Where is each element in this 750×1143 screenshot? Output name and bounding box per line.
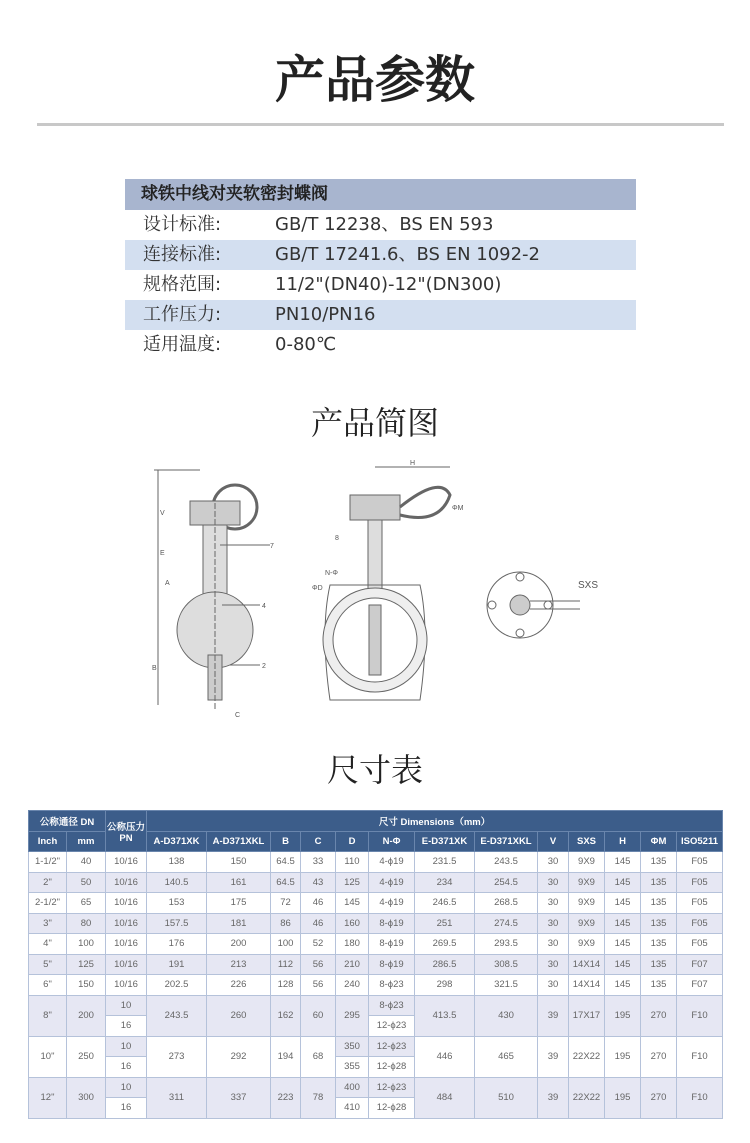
table-cell: F10 bbox=[677, 1077, 723, 1118]
table-cell: 39 bbox=[538, 1077, 569, 1118]
valve-drawing bbox=[140, 455, 610, 725]
table-cell: 10/16 bbox=[106, 934, 147, 955]
table-cell: 213 bbox=[207, 954, 271, 975]
table-cell: 9X9 bbox=[569, 913, 605, 934]
column-header: SXS bbox=[569, 831, 605, 852]
table-cell: 150 bbox=[207, 852, 271, 873]
column-header: E-D371XKL bbox=[475, 831, 538, 852]
table-cell: 16 bbox=[106, 1016, 147, 1037]
table-cell: 321.5 bbox=[475, 975, 538, 996]
header-pn: 公称压力 PN bbox=[106, 811, 147, 852]
table-cell: 135 bbox=[641, 913, 677, 934]
section-view bbox=[152, 470, 274, 719]
table-cell: 243.5 bbox=[475, 852, 538, 873]
table-cell: 4" bbox=[29, 934, 67, 955]
spec-value: GB/T 17241.6、BS EN 1092-2 bbox=[275, 244, 541, 265]
table-cell: 200 bbox=[67, 995, 106, 1036]
table-cell: 465 bbox=[475, 1036, 538, 1077]
spec-row bbox=[125, 240, 636, 270]
table-cell: 9X9 bbox=[569, 893, 605, 914]
table-cell: 22X22 bbox=[569, 1036, 605, 1077]
table-cell: 246.5 bbox=[415, 893, 475, 914]
table-cell: 311 bbox=[147, 1077, 207, 1118]
part-label: 7 bbox=[270, 543, 274, 550]
table-cell: 78 bbox=[301, 1077, 336, 1118]
table-cell: 298 bbox=[415, 975, 475, 996]
table-cell: F05 bbox=[677, 913, 723, 934]
table-cell: 10/16 bbox=[106, 975, 147, 996]
table-cell: 86 bbox=[271, 913, 301, 934]
table-cell: 4-ϕ19 bbox=[369, 893, 415, 914]
table-cell: 234 bbox=[415, 872, 475, 893]
flange-view bbox=[487, 572, 598, 638]
spec-key: 适用温度: bbox=[143, 334, 222, 355]
spec-row bbox=[125, 300, 636, 330]
table-cell: 308.5 bbox=[475, 954, 538, 975]
table-cell: 195 bbox=[605, 995, 641, 1036]
table-cell: F07 bbox=[677, 975, 723, 996]
table-cell: 140.5 bbox=[147, 872, 207, 893]
table-cell: 8-ϕ23 bbox=[369, 995, 415, 1016]
column-header: A-D371XKL bbox=[207, 831, 271, 852]
table-cell: 30 bbox=[538, 913, 569, 934]
table-cell: 10/16 bbox=[106, 872, 147, 893]
dimensions-table bbox=[28, 810, 723, 1119]
table-cell: 12-ϕ28 bbox=[369, 1057, 415, 1078]
table-row bbox=[29, 1036, 723, 1057]
spec-row bbox=[125, 210, 636, 240]
dim-c: C bbox=[235, 712, 241, 719]
dim-b: B bbox=[152, 665, 157, 672]
table-cell: 12-ϕ28 bbox=[369, 1098, 415, 1119]
table-cell: 226 bbox=[207, 975, 271, 996]
table-cell: 8-ϕ23 bbox=[369, 975, 415, 996]
spec-panel bbox=[125, 179, 636, 360]
part-label: 4 bbox=[262, 603, 266, 610]
column-header: N-Φ bbox=[369, 831, 415, 852]
table-cell: 135 bbox=[641, 872, 677, 893]
dim-d: ΦD bbox=[312, 585, 323, 592]
table-cell: F05 bbox=[677, 852, 723, 873]
table-cell: 56 bbox=[301, 954, 336, 975]
table-cell: 270 bbox=[641, 1077, 677, 1118]
table-cell: 286.5 bbox=[415, 954, 475, 975]
table-cell: 295 bbox=[336, 995, 369, 1036]
table-cell: 22X22 bbox=[569, 1077, 605, 1118]
table-cell: 145 bbox=[605, 934, 641, 955]
column-header: mm bbox=[67, 831, 106, 852]
table-cell: 337 bbox=[207, 1077, 271, 1118]
table-cell: 60 bbox=[301, 995, 336, 1036]
table-cell: 135 bbox=[641, 954, 677, 975]
table-cell: 64.5 bbox=[271, 872, 301, 893]
table-cell: 14X14 bbox=[569, 954, 605, 975]
table-cell: 9X9 bbox=[569, 934, 605, 955]
table-cell: 270 bbox=[641, 1036, 677, 1077]
dim-n: N-Φ bbox=[325, 570, 338, 577]
spec-key: 连接标准: bbox=[143, 244, 222, 265]
table-cell: 269.5 bbox=[415, 934, 475, 955]
table-cell: 180 bbox=[336, 934, 369, 955]
table-cell: 68 bbox=[301, 1036, 336, 1077]
table-cell: 5" bbox=[29, 954, 67, 975]
table-cell: 72 bbox=[271, 893, 301, 914]
table-cell: 510 bbox=[475, 1077, 538, 1118]
table-cell: F10 bbox=[677, 1036, 723, 1077]
table-row bbox=[29, 1077, 723, 1098]
table-cell: 300 bbox=[67, 1077, 106, 1118]
dim-h: H bbox=[410, 460, 416, 467]
table-cell: 30 bbox=[538, 872, 569, 893]
table-cell: 175 bbox=[207, 893, 271, 914]
table-cell: 231.5 bbox=[415, 852, 475, 873]
spec-header: 球铁中线对夹软密封蝶阀 bbox=[125, 179, 636, 210]
table-cell: 125 bbox=[67, 954, 106, 975]
table-cell: 12-ϕ23 bbox=[369, 1077, 415, 1098]
table-cell: 254.5 bbox=[475, 872, 538, 893]
table-cell: 46 bbox=[301, 913, 336, 934]
table-cell: 10" bbox=[29, 1036, 67, 1077]
table-cell: 292 bbox=[207, 1036, 271, 1077]
table-cell: 6" bbox=[29, 975, 67, 996]
table-cell: 125 bbox=[336, 872, 369, 893]
table-cell: 138 bbox=[147, 852, 207, 873]
table-cell: 2" bbox=[29, 872, 67, 893]
table-cell: 484 bbox=[415, 1077, 475, 1118]
table-cell: 50 bbox=[67, 872, 106, 893]
table-row bbox=[29, 995, 723, 1016]
table-row bbox=[29, 893, 723, 914]
table-cell: 160 bbox=[336, 913, 369, 934]
table-cell: 40 bbox=[67, 852, 106, 873]
spec-value: GB/T 12238、BS EN 593 bbox=[275, 214, 494, 235]
table-cell: 46 bbox=[301, 893, 336, 914]
table-cell: 250 bbox=[67, 1036, 106, 1077]
table-cell: 260 bbox=[207, 995, 271, 1036]
table-cell: 202.5 bbox=[147, 975, 207, 996]
table-cell: 30 bbox=[538, 954, 569, 975]
table-cell: 223 bbox=[271, 1077, 301, 1118]
dim-m: ΦM bbox=[452, 505, 464, 512]
table-cell: 181 bbox=[207, 913, 271, 934]
dim-v: V bbox=[160, 510, 165, 517]
table-cell: 350 bbox=[336, 1036, 369, 1057]
table-cell: F05 bbox=[677, 893, 723, 914]
table-cell: 194 bbox=[271, 1036, 301, 1077]
table-cell: 80 bbox=[67, 913, 106, 934]
table-cell: 268.5 bbox=[475, 893, 538, 914]
spec-value: PN10/PN16 bbox=[275, 304, 376, 325]
table-cell: 33 bbox=[301, 852, 336, 873]
table-cell: 14X14 bbox=[569, 975, 605, 996]
table-cell: 8" bbox=[29, 995, 67, 1036]
table-cell: 145 bbox=[605, 852, 641, 873]
table-row bbox=[29, 954, 723, 975]
part-label: 2 bbox=[262, 663, 266, 670]
table-cell: 12" bbox=[29, 1077, 67, 1118]
table-title: 尺寸表 bbox=[326, 751, 423, 789]
table-cell: 145 bbox=[336, 893, 369, 914]
table-cell: 195 bbox=[605, 1036, 641, 1077]
table-cell: 270 bbox=[641, 995, 677, 1036]
table-cell: 8-ϕ19 bbox=[369, 913, 415, 934]
table-cell: 39 bbox=[538, 995, 569, 1036]
table-cell: F05 bbox=[677, 934, 723, 955]
table-cell: 410 bbox=[336, 1098, 369, 1119]
divider bbox=[37, 123, 724, 126]
table-cell: 191 bbox=[147, 954, 207, 975]
table-cell: 176 bbox=[147, 934, 207, 955]
table-cell: 43 bbox=[301, 872, 336, 893]
page-title: 产品参数 bbox=[275, 51, 475, 109]
dim-sxs: SXS bbox=[578, 580, 599, 591]
spec-key: 规格范围: bbox=[143, 274, 222, 295]
table-cell: 12-ϕ23 bbox=[369, 1016, 415, 1037]
table-cell: 56 bbox=[301, 975, 336, 996]
table-cell: 293.5 bbox=[475, 934, 538, 955]
table-cell: 135 bbox=[641, 852, 677, 873]
column-header: D bbox=[336, 831, 369, 852]
table-cell: 10 bbox=[106, 1036, 147, 1057]
table-cell: 9X9 bbox=[569, 852, 605, 873]
table-cell: 145 bbox=[605, 954, 641, 975]
table-cell: 16 bbox=[106, 1057, 147, 1078]
table-cell: 52 bbox=[301, 934, 336, 955]
dim-e: E bbox=[160, 550, 165, 557]
table-cell: 446 bbox=[415, 1036, 475, 1077]
table-cell: 100 bbox=[67, 934, 106, 955]
spec-value: 11/2"(DN40)-12"(DN300) bbox=[275, 274, 502, 295]
table-cell: 10/16 bbox=[106, 913, 147, 934]
spec-key: 工作压力: bbox=[143, 304, 222, 325]
table-cell: 65 bbox=[67, 893, 106, 914]
table-cell: 10 bbox=[106, 995, 147, 1016]
table-cell: 128 bbox=[271, 975, 301, 996]
diagram-title: 产品简图 bbox=[310, 404, 439, 442]
table-cell: 100 bbox=[271, 934, 301, 955]
spec-key: 设计标准: bbox=[143, 214, 222, 235]
table-row bbox=[29, 934, 723, 955]
spec-value: 0-80℃ bbox=[275, 334, 337, 355]
table-cell: 39 bbox=[538, 1036, 569, 1077]
table-cell: 10 bbox=[106, 1077, 147, 1098]
table-cell: 251 bbox=[415, 913, 475, 934]
column-header: E-D371XK bbox=[415, 831, 475, 852]
column-header: ISO5211 bbox=[677, 831, 723, 852]
table-cell: 210 bbox=[336, 954, 369, 975]
table-cell: 135 bbox=[641, 893, 677, 914]
table-cell: 30 bbox=[538, 934, 569, 955]
table-cell: 273 bbox=[147, 1036, 207, 1077]
table-cell: 112 bbox=[271, 954, 301, 975]
table-cell: 195 bbox=[605, 1077, 641, 1118]
table-cell: F05 bbox=[677, 872, 723, 893]
table-cell: 200 bbox=[207, 934, 271, 955]
table-cell: 4-ϕ19 bbox=[369, 852, 415, 873]
table-row bbox=[29, 975, 723, 996]
table-cell: 30 bbox=[538, 975, 569, 996]
column-header: H bbox=[605, 831, 641, 852]
table-cell: 17X17 bbox=[569, 995, 605, 1036]
table-cell: 2-1/2" bbox=[29, 893, 67, 914]
table-row bbox=[29, 913, 723, 934]
table-cell: 145 bbox=[605, 975, 641, 996]
table-cell: 145 bbox=[605, 893, 641, 914]
table-cell: 135 bbox=[641, 934, 677, 955]
header-dimensions: 尺寸 Dimensions（mm） bbox=[147, 811, 723, 832]
table-cell: 4-ϕ19 bbox=[369, 872, 415, 893]
table-cell: 3" bbox=[29, 913, 67, 934]
table-cell: F10 bbox=[677, 995, 723, 1036]
column-header: B bbox=[271, 831, 301, 852]
table-cell: 162 bbox=[271, 995, 301, 1036]
table-cell: 10/16 bbox=[106, 852, 147, 873]
table-cell: 240 bbox=[336, 975, 369, 996]
table-cell: 274.5 bbox=[475, 913, 538, 934]
table-cell: 1-1/2" bbox=[29, 852, 67, 873]
table-cell: 157.5 bbox=[147, 913, 207, 934]
spec-row bbox=[125, 330, 636, 360]
table-row bbox=[29, 852, 723, 873]
table-row bbox=[29, 872, 723, 893]
table-cell: 430 bbox=[475, 995, 538, 1036]
spec-row bbox=[125, 270, 636, 300]
table-cell: 64.5 bbox=[271, 852, 301, 873]
table-cell: F07 bbox=[677, 954, 723, 975]
table-cell: 355 bbox=[336, 1057, 369, 1078]
table-cell: 9X9 bbox=[569, 872, 605, 893]
table-cell: 16 bbox=[106, 1098, 147, 1119]
table-cell: 30 bbox=[538, 893, 569, 914]
table-cell: 135 bbox=[641, 975, 677, 996]
table-cell: 400 bbox=[336, 1077, 369, 1098]
column-header: A-D371XK bbox=[147, 831, 207, 852]
table-cell: 8-ϕ19 bbox=[369, 934, 415, 955]
table-cell: 150 bbox=[67, 975, 106, 996]
table-cell: 161 bbox=[207, 872, 271, 893]
table-cell: 243.5 bbox=[147, 995, 207, 1036]
table-cell: 12-ϕ23 bbox=[369, 1036, 415, 1057]
table-cell: 413.5 bbox=[415, 995, 475, 1036]
column-header: C bbox=[301, 831, 336, 852]
table-cell: 110 bbox=[336, 852, 369, 873]
table-cell: 145 bbox=[605, 872, 641, 893]
column-header: V bbox=[538, 831, 569, 852]
table-cell: 8-ϕ19 bbox=[369, 954, 415, 975]
table-cell: 30 bbox=[538, 852, 569, 873]
table-cell: 145 bbox=[605, 913, 641, 934]
callout: 8 bbox=[335, 535, 339, 542]
table-cell: 10/16 bbox=[106, 954, 147, 975]
front-view bbox=[312, 460, 464, 700]
dim-a: A bbox=[165, 580, 170, 587]
header-dn: 公称通径 DN bbox=[29, 811, 106, 832]
table-cell: 153 bbox=[147, 893, 207, 914]
table-cell: 10/16 bbox=[106, 893, 147, 914]
column-header: Inch bbox=[29, 831, 67, 852]
column-header: ΦM bbox=[641, 831, 677, 852]
